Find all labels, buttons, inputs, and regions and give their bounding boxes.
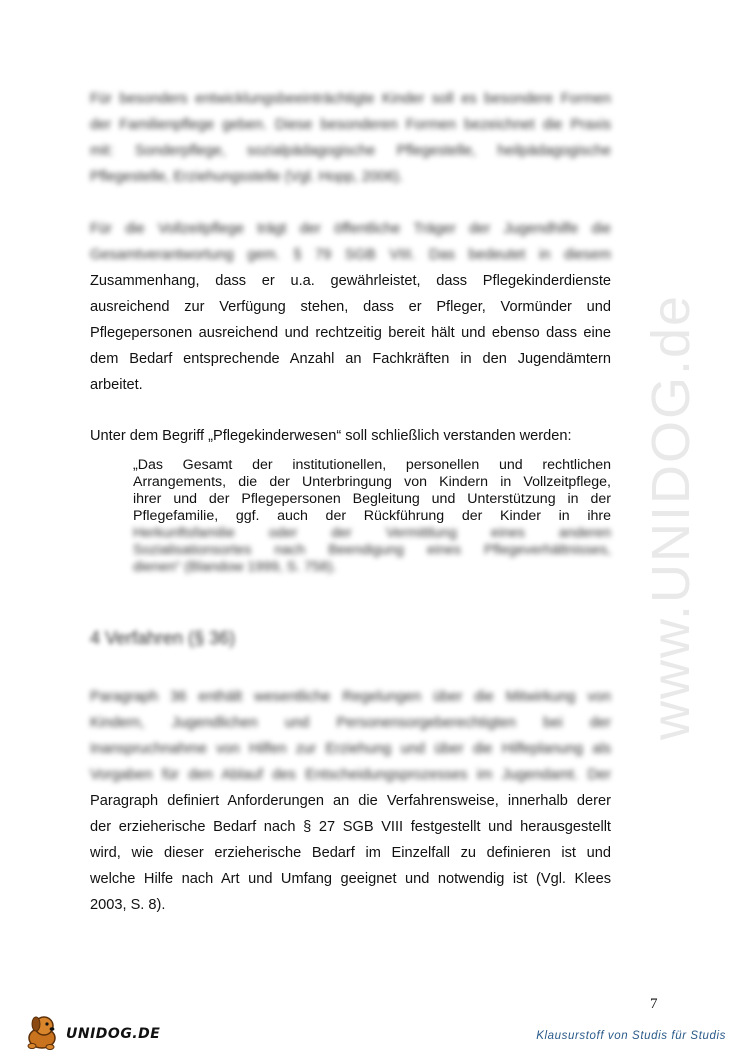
text-line: ausreichend zur Verfügung stehen, dass er Pfleger, Vormünder und	[90, 299, 611, 315]
paragraph-family-care-forms	[90, 86, 611, 190]
text-line: 2003, S. 8).	[90, 897, 166, 913]
text-line: Paragraph definiert Anforderungen an die Verfahrensweise, innerhalb derer	[90, 793, 611, 809]
text-line: der Familienpflege geben. Diese besonderen Formen bezeichnet die Praxis	[90, 117, 611, 133]
paragraph-procedure	[90, 684, 611, 918]
dog-mascot-icon	[22, 1012, 66, 1052]
text-line: Pflegepersonen ausreichend und rechtzeitig bereit hält und ebenso dass eine	[90, 325, 611, 341]
text-line-blurred: Inanspruchnahme von Hilfen zur Erziehung und über die Hilfeplanung als	[90, 741, 611, 757]
logo-text: UNIDOG.DE	[66, 1026, 161, 1042]
text-line: Pflegestelle, Erziehungsstelle (Vgl. Hopp, 2006).	[90, 169, 404, 185]
footer-slogan: Klausurstoff von Studis für Studis	[536, 1030, 726, 1042]
quote-line: ihrer und der Pflegepersonen Begleitung und Unterstützung in der	[133, 491, 611, 507]
quote-line-blurred: Herkunftsfamilie oder der Vermittlung eines anderen	[133, 525, 611, 541]
section-heading: 4 Verfahren (§ 36)	[90, 628, 236, 648]
text-line: welche Hilfe nach Art und Umfang geeignet und notwendig ist (Vgl. Klees	[90, 871, 611, 887]
text-line: Für besonders entwicklungsbeeinträchtigte Kinder soll es besondere Formen	[90, 91, 611, 107]
quote-line: Pflegefamilie, ggf. auch der Rückführung der Kinder in ihre	[133, 508, 611, 524]
quote-line: „Das Gesamt der institutionellen, personellen und rechtlichen	[133, 457, 611, 473]
text-line: wird, wie dieser erzieherische Bedarf im Einzelfall zu definieren ist und	[90, 845, 611, 861]
quote-line-blurred: dienen“ (Blandow 1999, S. 758).	[133, 559, 337, 575]
block-quote	[133, 457, 611, 576]
watermark: www.UNIDOG.de	[641, 293, 701, 740]
quote-line-blurred: Sozialisationsortes nach Beendigung eines Pflegeverhältnisses,	[133, 542, 611, 558]
text-line-blurred: Vorgaben für den Ablauf des Entscheidungsprozesses im Jugendamt. Der	[90, 767, 611, 783]
text-line: arbeitet.	[90, 377, 143, 393]
text-line: der erzieherische Bedarf nach § 27 SGB VIII festgestellt und herausgestellt	[90, 819, 611, 835]
text-line-blurred: Für die Vollzeitpflege trägt der öffentliche Träger der Jugendhilfe die	[90, 221, 611, 237]
text-line-blurred: Paragraph 36 enthält wesentliche Regelungen über die Mitwirkung von	[90, 689, 611, 705]
page-number: 7	[650, 996, 658, 1012]
quote-line: Arrangements, die der Unterbringung von Kindern in Vollzeitpflege,	[133, 474, 611, 490]
unidog-logo[interactable]	[22, 1012, 162, 1052]
definition-lead: Unter dem Begriff „Pflegekinderwesen“ soll schließlich verstanden werden:	[90, 428, 572, 444]
text-line: mit: Sonderpflege, sozialpädagogische Pflegestelle, heilpädagogische	[90, 143, 611, 159]
text-line: dem Bedarf entsprechende Anzahl an Fachkräften in den Jugendämtern	[90, 351, 611, 367]
text-line-blurred: Kindern, Jugendlichen und Personensorgeberechtigten bei der	[90, 715, 611, 731]
text-line-blurred: Gesamtverantwortung gem. § 79 SGB VIII. Das bedeutet in diesem	[90, 247, 611, 263]
text-line: Zusammenhang, dass er u.a. gewährleistet, dass Pflegekinderdienste	[90, 273, 611, 289]
paragraph-overall-responsibility	[90, 216, 611, 398]
